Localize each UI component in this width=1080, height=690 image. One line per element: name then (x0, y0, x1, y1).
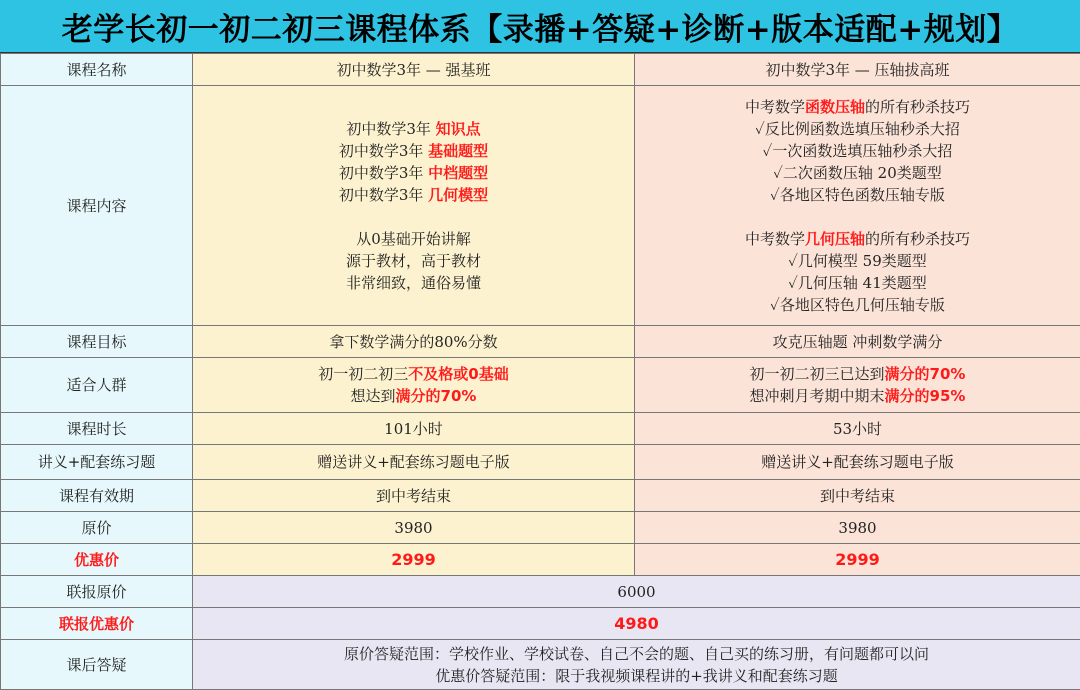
course1-materials: 赠送讲义+配套练习题电子版 (193, 445, 635, 480)
row-materials (1, 445, 1080, 480)
course2-list-item: ✓几何压轴 41类题型 (635, 272, 1080, 294)
label-course-name: 课程名称 (1, 54, 193, 86)
course2-discount-price: 2999 (635, 544, 1080, 576)
row-discount-price (1, 544, 1080, 576)
course1-content-line: 初中数学3年 几何模型 (193, 184, 634, 206)
course1-content-line: 初中数学3年 中档题型 (193, 162, 634, 184)
label-joint-original: 联报原价 (1, 576, 193, 608)
course1-duration: 101小时 (193, 413, 635, 445)
label-materials: 讲义+配套练习题 (1, 445, 193, 480)
course1-note: 非常细致，通俗易懂 (193, 272, 634, 294)
row-course-name (1, 54, 1080, 86)
qa-original-scope: 原价答疑范围：学校作业、学校试卷、自己不会的题、自己买的练习册，有问题都可以问 (193, 643, 1080, 665)
label-qa: 课后答疑 (1, 640, 193, 690)
course2-duration: 53小时 (635, 413, 1080, 445)
course2-validity: 到中考结束 (635, 480, 1080, 512)
course1-goal: 拿下数学满分的80%分数 (193, 326, 635, 358)
row-qa (1, 640, 1080, 690)
row-audience (1, 358, 1080, 413)
course2-materials: 赠送讲义+配套练习题电子版 (635, 445, 1080, 480)
course2-goal: 攻克压轴题 冲刺数学满分 (635, 326, 1080, 358)
label-joint-discount: 联报优惠价 (1, 608, 193, 640)
course2-heading-function: 中考数学函数压轴的所有秒杀技巧 (635, 96, 1080, 118)
label-course-content: 课程内容 (1, 86, 193, 326)
course-comparison-table (0, 53, 1080, 690)
page-title: 老学长初一初二初三课程体系【录播+答疑+诊断+版本适配+规划】 (0, 0, 1080, 53)
label-audience: 适合人群 (1, 358, 193, 413)
course1-name: 初中数学3年 — 强基班 (193, 54, 635, 86)
course2-list-item: ✓一次函数选填压轴秒杀大招 (635, 140, 1080, 162)
label-duration: 课程时长 (1, 413, 193, 445)
row-duration (1, 413, 1080, 445)
label-original-price: 原价 (1, 512, 193, 544)
course2-list-item: ✓二次函数压轴 20类题型 (635, 162, 1080, 184)
course2-original-price: 3980 (635, 512, 1080, 544)
course1-note: 源于教材，高于教材 (193, 250, 634, 272)
row-course-goal (1, 326, 1080, 358)
course2-content (635, 86, 1080, 326)
course1-original-price: 3980 (193, 512, 635, 544)
course2-audience: 初一初二初三已达到满分的70% 想冲刺月考期中期末满分的95% (635, 358, 1080, 413)
course1-content-line: 初中数学3年 基础题型 (193, 140, 634, 162)
label-validity: 课程有效期 (1, 480, 193, 512)
row-course-content (1, 86, 1080, 326)
course1-discount-price: 2999 (193, 544, 635, 576)
course2-list-item: ✓反比例函数选填压轴秒杀大招 (635, 118, 1080, 140)
course1-content (193, 86, 635, 326)
course1-note: 从0基础开始讲解 (193, 228, 634, 250)
row-joint-discount (1, 608, 1080, 640)
row-original-price (1, 512, 1080, 544)
course2-list-item: ✓各地区特色函数压轴专版 (635, 184, 1080, 206)
label-discount-price: 优惠价 (1, 544, 193, 576)
course1-content-line: 初中数学3年 知识点 (193, 118, 634, 140)
qa-scope (193, 640, 1080, 690)
row-validity (1, 480, 1080, 512)
course2-heading-geometry: 中考数学几何压轴的所有秒杀技巧 (635, 228, 1080, 250)
course2-list-item: ✓各地区特色几何压轴专版 (635, 294, 1080, 316)
row-joint-original (1, 576, 1080, 608)
qa-discount-scope: 优惠价答疑范围：限于我视频课程讲的+我讲义和配套练习题 (193, 665, 1080, 687)
joint-original-price: 6000 (193, 576, 1080, 608)
course1-validity: 到中考结束 (193, 480, 635, 512)
joint-discount-price: 4980 (193, 608, 1080, 640)
label-course-goal: 课程目标 (1, 326, 193, 358)
course2-name: 初中数学3年 — 压轴拔高班 (635, 54, 1080, 86)
course1-audience: 初一初二初三不及格或0基础 想达到满分的70% (193, 358, 635, 413)
course2-list-item: ✓几何模型 59类题型 (635, 250, 1080, 272)
